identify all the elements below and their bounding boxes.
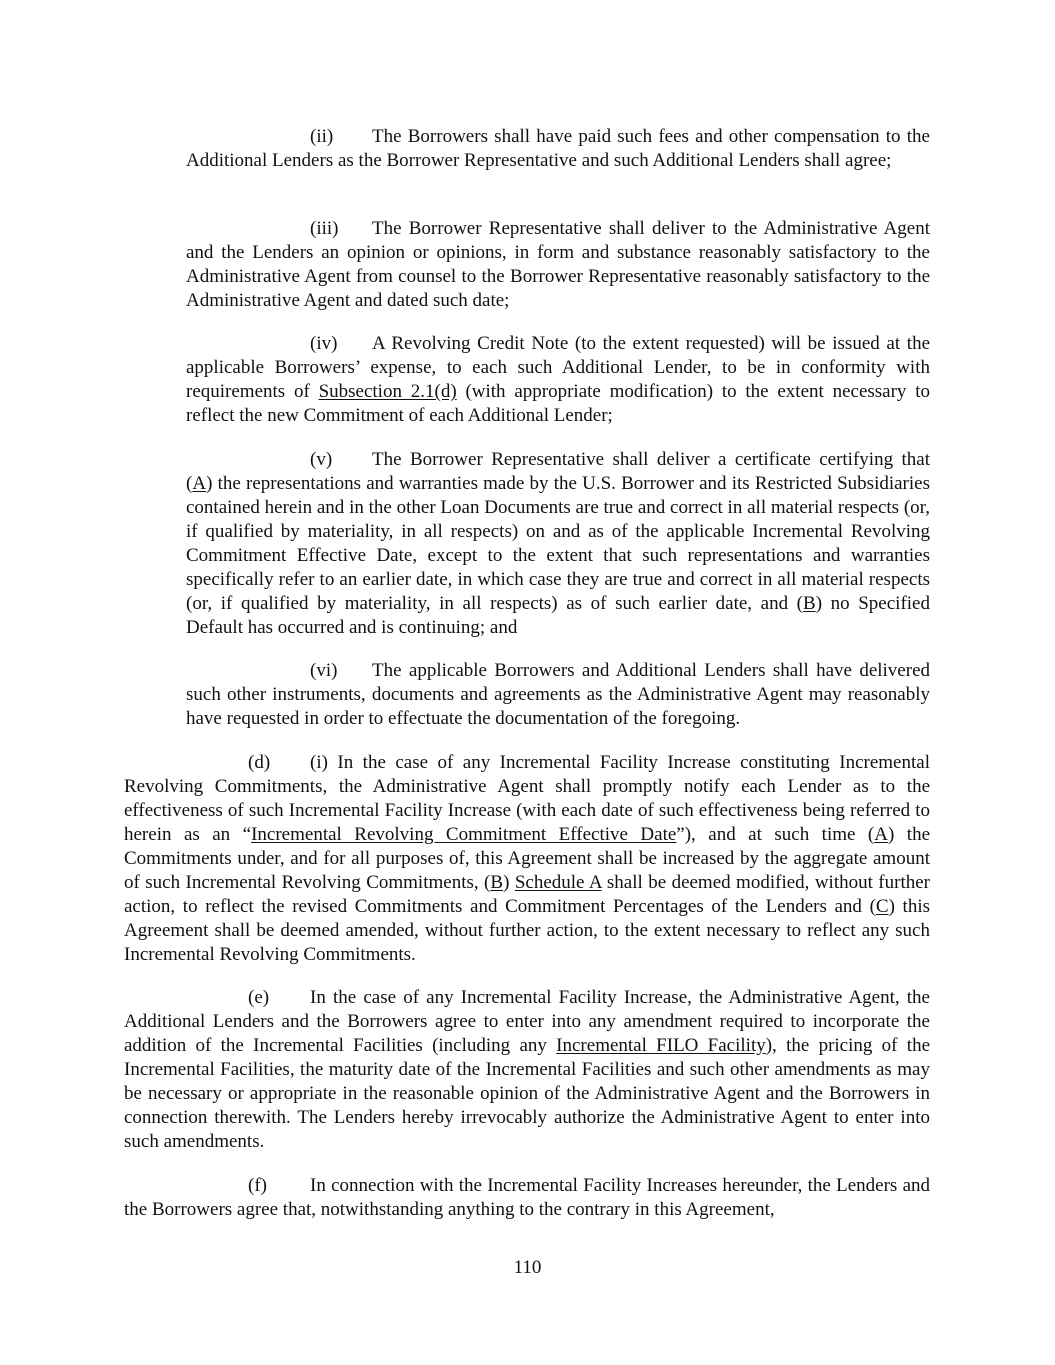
clause-label-a: A	[874, 824, 888, 845]
schedule-reference: Schedule A	[514, 872, 602, 893]
paragraph-text: The applicable Borrowers and Additional Lenders shall have delivered such other instruments, documents and agreements as the Administrative Agent may reasonably have requested in order to effectuate the documentation of the foregoing.	[186, 660, 930, 729]
paragraph-text: ”), and at such time (	[676, 824, 875, 845]
page-number: 110	[513, 1257, 542, 1278]
paragraph-iii	[186, 217, 930, 313]
paragraph-text: In connection with the Incremental Facility Increases hereunder, the Lenders and the Borrowers agree that, notwithstanding anything to the contrary in this Agreement,	[124, 1175, 930, 1220]
defined-term: Incremental FILO Facility	[556, 1035, 766, 1056]
paragraph-number: (iv)	[310, 333, 338, 354]
paragraph-vi	[186, 659, 930, 731]
clause-label-b: B	[490, 872, 504, 893]
paragraph-number: (vi)	[310, 660, 338, 681]
paragraph-d	[124, 751, 930, 967]
paragraph-text: A Revolving Credit Note (to the extent requested) will be issued at the applicable Borrowers’ expense, to each such Additional Lender, to be in conformity with requirements of	[186, 333, 930, 402]
paragraph-text: shall be deemed modified, without further action, to reflect the revised Commitments and Commitment Percentages of the Lenders and (	[124, 872, 930, 917]
paragraph-text: ) the representations and warranties made by the U.S. Borrower and its Restricted Subsidiaries contained herein and in the other Loan Documents are true and correct in all material respects (or, if qualified by materiality, in all respects) on and as of the applicable Incremental Revolving Commitment Effective Date, except to the extent that such representations and warranties specifically refer to an earlier date, in which case they are true and correct in all material respects (or, if qualified by materiality, in all respects) as of such earlier date, and (	[186, 473, 930, 614]
paragraph-text: The Borrower Representative shall deliver to the Administrative Agent and the Lenders an opinion or opinions, in form and substance reasonably satisfactory to the Administrative Agent from counsel to the Borrower Representative reasonably satisfactory to the Administrative Agent and dated such date;	[186, 218, 930, 311]
defined-term: Incremental Revolving Commitment Effective Date	[251, 824, 677, 845]
paragraph-number: (ii)	[310, 126, 334, 147]
paragraph-number: (f)	[248, 1175, 267, 1196]
paragraph-text: The Borrower Representative shall deliver a certificate certifying that (	[186, 449, 930, 494]
paragraph-number: (v)	[310, 449, 333, 470]
clause-label-b: B	[803, 593, 816, 614]
paragraph-text: In the case of any Incremental Facility Increase, the Administrative Agent, the Additional Lenders and the Borrowers agree to enter into any amendment required to incorporate the addition of the Incremental Facilities (including any	[124, 987, 930, 1056]
paragraph-v	[186, 448, 930, 640]
paragraph-text: The Borrowers shall have paid such fees and other compensation to the Additional Lenders as the Borrower Representative and such Additional Lenders shall agree;	[186, 126, 930, 171]
paragraph-number: (iii)	[310, 218, 339, 239]
paragraph-text: (with appropriate modification) to the extent necessary to reflect the new Commitment of each Additional Lender;	[186, 381, 930, 426]
paragraph-ii	[186, 125, 930, 173]
paragraph-number: (d)	[248, 752, 271, 773]
paragraph-number: (e)	[248, 987, 270, 1008]
paragraph-text: (i) In the case of any Incremental Facility Increase constituting Incremental Revolving Commitments, the Administrative Agent shall promptly notify each Lender as to the effectiveness of such Incremental Facility Increase (with each date of such effectiveness being referred to herein as an “	[124, 752, 930, 845]
paragraph-text: ) the Commitments under, and for all purposes of, this Agreement shall be increased by the aggregate amount of such Incremental Revolving Commitments, (	[124, 824, 930, 893]
clause-label-a: A	[192, 473, 207, 494]
cross-reference-link: Subsection 2.1(d)	[318, 381, 457, 402]
paragraph-text: )	[503, 872, 515, 893]
paragraph-text: ) no Specified Default has occurred and is continuing; and	[186, 593, 930, 638]
clause-label-c: C	[875, 896, 889, 917]
paragraph-f	[124, 1174, 930, 1222]
paragraph-text: ) this Agreement shall be deemed amended, without further action, to the extent necessary to reflect any such Incremental Revolving Commitments.	[124, 896, 931, 965]
paragraph-iv	[186, 332, 930, 428]
paragraph-text: ), the pricing of the Incremental Facilities, the maturity date of the Incremental Facilities and such other amendments as may be necessary or appropriate in the reasonable opinion of the Administrative Agent and the Borrowers in connection therewith. The Lenders hereby irrevocably authorize the Administrative Agent to enter into such amendments.	[124, 1035, 930, 1152]
paragraph-e	[124, 986, 930, 1154]
